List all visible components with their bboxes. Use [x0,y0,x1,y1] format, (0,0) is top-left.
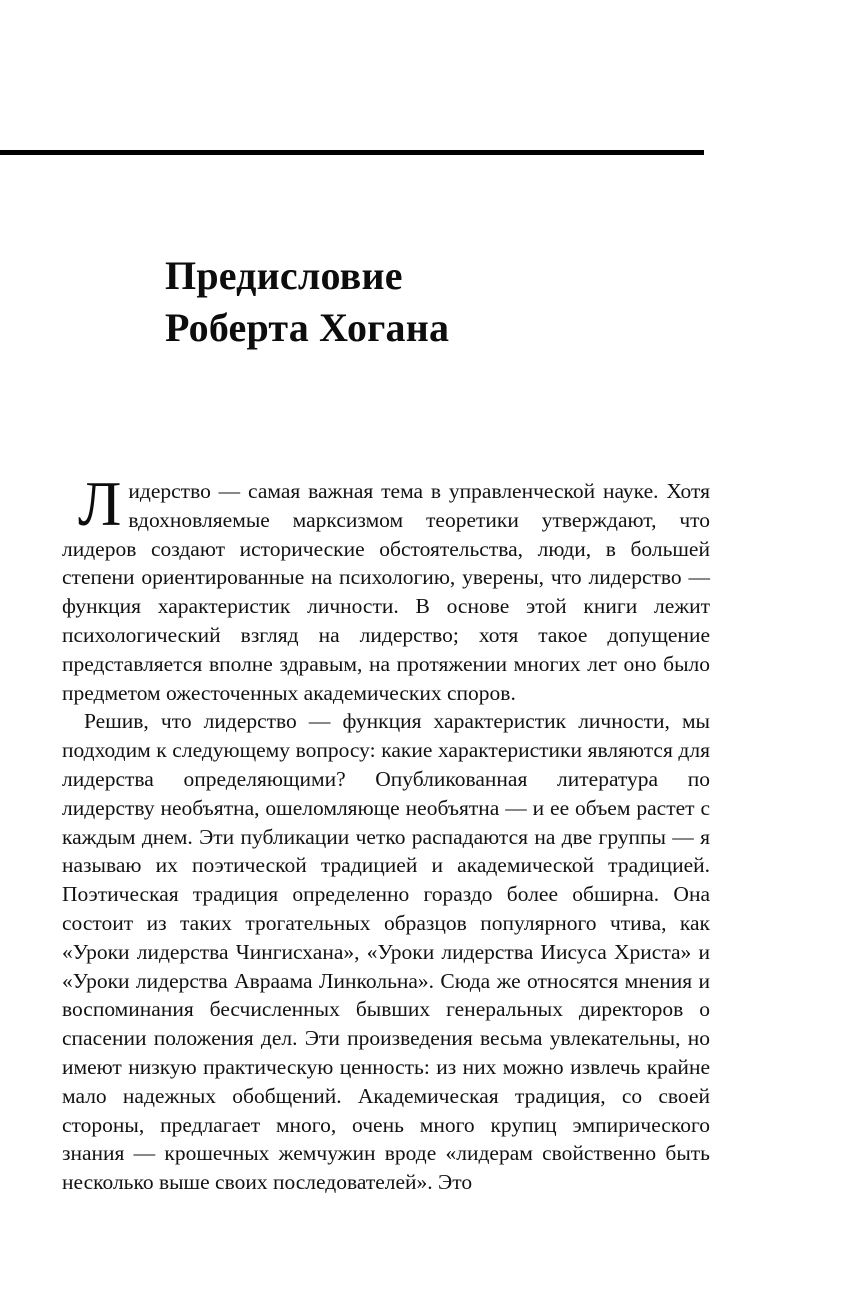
paragraph-1 [62,468,710,707]
body-text [62,468,710,1197]
chapter-divider-rule [0,150,704,155]
drop-cap: Л [78,468,122,539]
paragraph-1-text: идерство — самая важная тема в управленческой науке. Хотя вдохновляемые марксизмом теоретики утверждают, что лидеров создают исторические обстоятельства, люди, в большей степени ориентированные на психологию, уверены, что лидерство — функция характеристик личности. В основе этой книги лежит психологический взгляд на лидерство; хотя такое допущение представляется вполне здравым, на протяжении многих лет оно было предметом ожесточенных академических споров. [62,479,710,705]
chapter-title [165,250,449,354]
chapter-title-line2: Роберта Хогана [165,305,450,350]
chapter-title-line1: Предисловие [165,253,403,298]
paragraph-2: Решив, что лидерство — функция характеристик личности, мы подходим к следующему вопросу: какие характеристики являются для лидерства определяющими? Опубликованная литература по лидерству необъятна, ошеломляюще необъятна — и ее объем растет с каждым днем. Эти публикации четко распадаются на две группы — я называю их поэтической традицией и академической традицией. Поэтическая традиция определенно гораздо более обширна. Она состоит из таких трогательных образцов популярного чтива, как «Уроки лидерства Чингисхана», «Уроки лидерства Иисуса Христа» и «Уроки лидерства Авраама Линкольна». Сюда же относятся мнения и воспоминания бесчисленных бывших генеральных директоров о спасении положения дел. Эти произведения весьма увлекательны, но имеют низкую практическую ценность: из них можно извлечь крайне мало надежных обобщений. Академическая традиция, со своей стороны, предлагает много, очень много крупиц эмпирического знания — крошечных жемчужин вроде «лидерам свойственно быть несколько выше своих последователей». Это [62,709,710,1195]
